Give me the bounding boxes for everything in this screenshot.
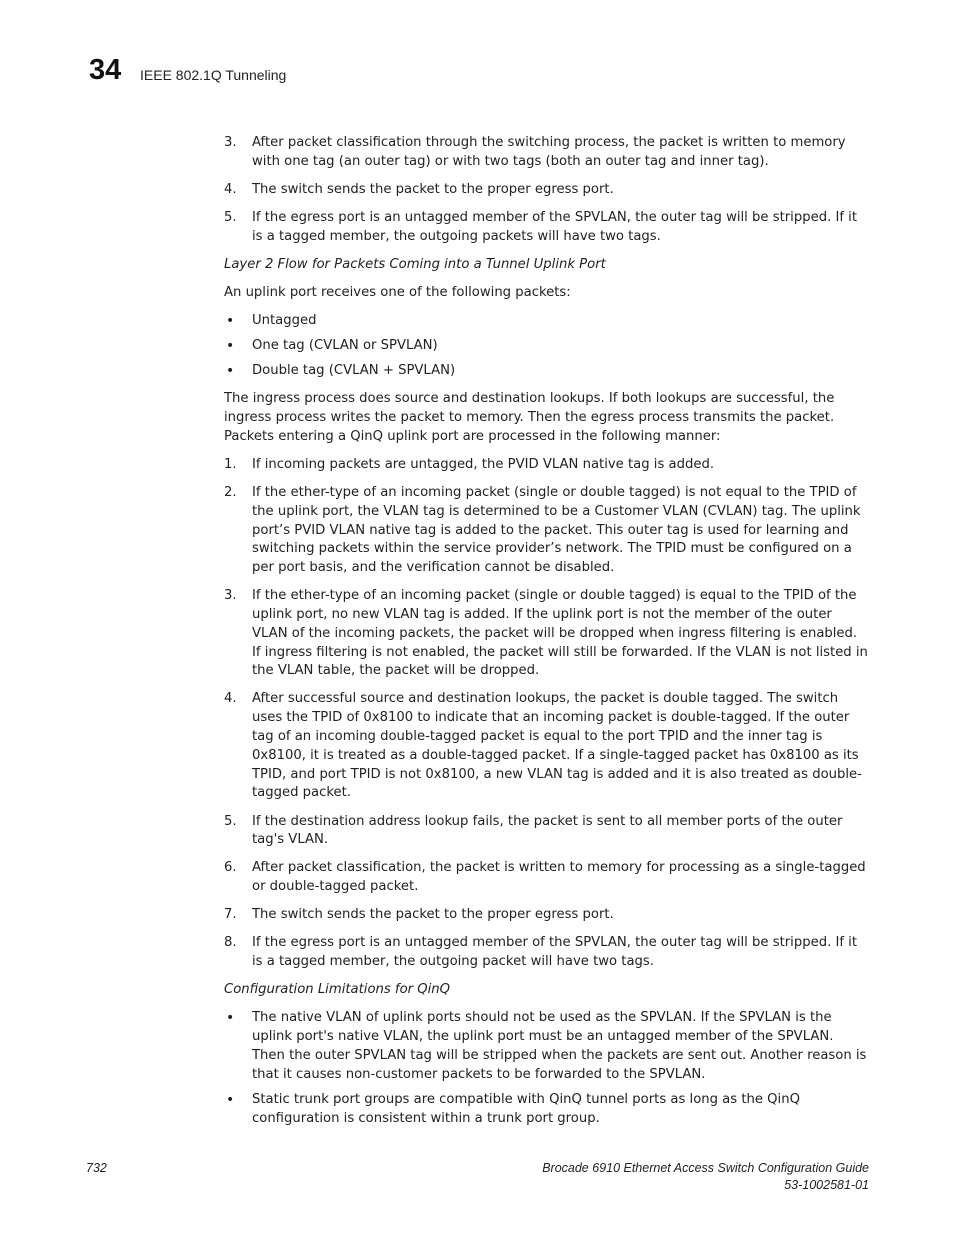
subheading: Configuration Limitations for QinQ — [224, 982, 451, 998]
chapter-number: 34 — [89, 54, 122, 86]
footer-info — [542, 1160, 869, 1193]
list-item-text: After successful source and destination lookups, the packet is double tagged. The switch uses the TPID of 0x8100 to indicate that an incoming packet is double-tagged. If the outer tag of an incoming double-tagged packet is equal to the port TPID and the inner tag is 0x8100, it is treated as a double-tagged packet. If a single-tagged packet has 0x8100 as its TPID, and port TPID is not 0x8100, a new VLAN tag is added and it is also treated as double-tagged packet. — [252, 691, 862, 801]
bullet-item — [224, 1009, 869, 1084]
list-number: 6. — [224, 860, 237, 876]
bullet-text: Double tag (CVLAN + SPVLAN) — [252, 363, 456, 379]
list-item — [224, 906, 869, 925]
list-item-text: If the egress port is an untagged member of the SPVLAN, the outer tag will be stripped. If it is a tagged member, the outgoing packet will have two tags. — [252, 935, 858, 970]
doc-number: 53-1002581-01 — [784, 1177, 869, 1192]
bullet-icon: • — [226, 338, 235, 355]
list-item-text: If the egress port is an untagged member of the SPVLAN, the outer tag will be stripped. If it is a tagged member, the outgoing packets will have two tags. — [252, 209, 858, 244]
bullet-icon: • — [226, 1091, 235, 1108]
list-item — [224, 859, 869, 897]
intro-paragraph: An uplink port receives one of the following packets: — [224, 284, 571, 300]
list-number: 2. — [224, 484, 237, 500]
bullet-list — [224, 312, 869, 381]
list-item-text: After packet classification, the packet is written to memory for processing as a single-tagged or double-tagged packet. — [252, 860, 866, 895]
numbered-list-continued — [224, 134, 869, 247]
list-item — [224, 209, 869, 247]
list-number: 5. — [224, 209, 237, 225]
bullet-text: One tag (CVLAN or SPVLAN) — [252, 338, 438, 354]
list-item — [224, 587, 869, 681]
list-item — [224, 456, 869, 475]
list-item-text: If the destination address lookup fails, the packet is sent to all member ports of the outer tag's VLAN. — [252, 813, 843, 848]
list-item-text: The switch sends the packet to the proper egress port. — [252, 907, 614, 923]
list-item — [224, 134, 869, 172]
numbered-list — [224, 456, 869, 972]
page-content — [224, 134, 869, 1135]
bullet-icon: • — [226, 1010, 235, 1027]
bullet-list — [224, 1009, 869, 1128]
list-item — [224, 484, 869, 578]
chapter-title: IEEE 802.1Q Tunneling — [140, 67, 287, 83]
list-item-text: The switch sends the packet to the proper egress port. — [252, 181, 614, 197]
bullet-icon: • — [226, 313, 235, 330]
bullet-item — [224, 312, 869, 331]
list-item-text: After packet classification through the switching process, the packet is written to memory with one tag (an outer tag) or with two tags (both an outer tag and inner tag). — [252, 135, 846, 169]
page-number: 732 — [86, 1161, 107, 1175]
bullet-text: Static trunk port groups are compatible with QinQ tunnel ports as long as the QinQ configuration is consistent within a trunk port group. — [252, 1091, 800, 1126]
guide-title: Brocade 6910 Ethernet Access Switch Configuration Guide — [542, 1161, 869, 1175]
bullet-text: The native VLAN of uplink ports should not be used as the SPVLAN. If the SPVLAN is the uplink port's native VLAN, the uplink port must be an untagged member of the SPVLAN. Then the outer SPVLAN tag will be stripped when the packets are sent out. Another reason is that it causes non-customer packets to be forwarded to the SPVLAN. — [252, 1010, 867, 1082]
list-number: 3. — [224, 135, 237, 150]
list-item — [224, 813, 869, 851]
list-item-text: If the ether-type of an incoming packet (single or double tagged) is not equal to the TPID of the uplink port, the VLAN tag is determined to be a Customer VLAN (CVLAN) tag. The uplink port’s PVID VLAN native tag is added to the packet. This outer tag is used for learning and switching packets within the service provider’s network. The TPID must be configured on a per port basis, and the verification cannot be disabled. — [252, 484, 861, 576]
bullet-icon: • — [226, 363, 235, 380]
list-number: 4. — [224, 181, 237, 197]
list-item-text: If the ether-type of an incoming packet (single or double tagged) is equal to the TPID of the uplink port, no new VLAN tag is added. If the uplink port is not the member of the outer VLAN of the incoming packets, the packet will be dropped when ingress filtering is enabled. If ingress filtering is not enabled, the packet will still be forwarded. If the VLAN is not listed in the VLAN table, the packet will be dropped. — [252, 588, 868, 679]
bullet-item — [224, 337, 869, 356]
list-number: 3. — [224, 588, 237, 604]
bullet-item — [224, 362, 869, 381]
body-paragraph: The ingress process does source and destination lookups. If both lookups are successful, the ingress process writes the packet to memory. Then the egress process transmits the packet. Packets entering a QinQ uplink port are processed in the following manner: — [224, 391, 835, 444]
list-number: 4. — [224, 691, 237, 707]
bullet-item — [224, 1091, 869, 1129]
list-number: 1. — [224, 456, 237, 472]
list-item — [224, 934, 869, 972]
bullet-text: Untagged — [252, 313, 317, 329]
list-item — [224, 690, 869, 803]
list-item-text: If incoming packets are untagged, the PVID VLAN native tag is added. — [252, 456, 715, 472]
list-item — [224, 181, 869, 200]
list-number: 7. — [224, 907, 237, 923]
list-number: 5. — [224, 813, 237, 829]
subheading: Layer 2 Flow for Packets Coming into a Tunnel Uplink Port — [224, 256, 606, 272]
list-number: 8. — [224, 935, 237, 951]
